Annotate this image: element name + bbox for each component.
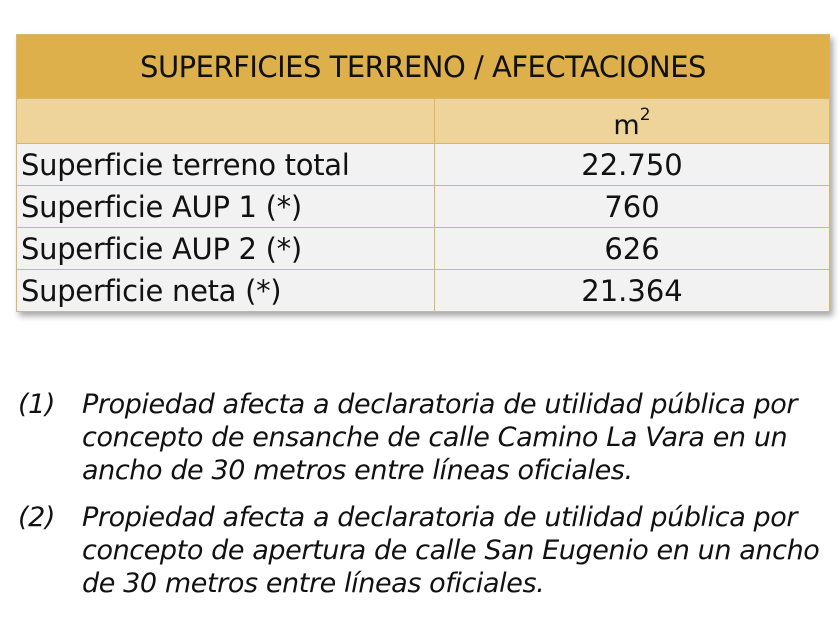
unit-row: [17, 99, 830, 144]
unit-label: [435, 99, 830, 144]
footnote-text: Propiedad afecta a declaratoria de utilidad pública por concepto de apertura de calle San Eugenio en un ancho de 30 metros entre líneas oficiales.: [82, 502, 820, 599]
row-value: 760: [435, 186, 830, 228]
unit-exponent: 2: [639, 105, 651, 125]
footnote-number: (1): [18, 389, 56, 420]
table-row: [17, 186, 830, 228]
unit-row-empty-cell: [17, 99, 435, 144]
row-label: Superficie terreno total: [17, 144, 435, 186]
table-title: SUPERFICIES TERRENO / AFECTACIONES: [17, 35, 830, 99]
footnote-number: (2): [18, 502, 56, 533]
footnote-2: [18, 501, 828, 600]
row-value: 22.750: [435, 144, 830, 186]
table-row: [17, 270, 830, 312]
table-header-row: [17, 35, 830, 99]
table-row: [17, 228, 830, 270]
footnotes: [18, 388, 828, 614]
footnote-1: [18, 388, 828, 487]
footnote-text: Propiedad afecta a declaratoria de utilidad pública por concepto de ensanche de calle Camino La Vara en un ancho de 30 metros entre líneas oficiales.: [82, 389, 798, 486]
row-value: 626: [435, 228, 830, 270]
row-label: Superficie AUP 2 (*): [17, 228, 435, 270]
table-row: [17, 144, 830, 186]
row-label: Superficie AUP 1 (*): [17, 186, 435, 228]
row-value: 21.364: [435, 270, 830, 312]
unit-base: m: [613, 110, 640, 141]
row-label: Superficie neta (*): [17, 270, 435, 312]
surface-table: [16, 34, 830, 312]
